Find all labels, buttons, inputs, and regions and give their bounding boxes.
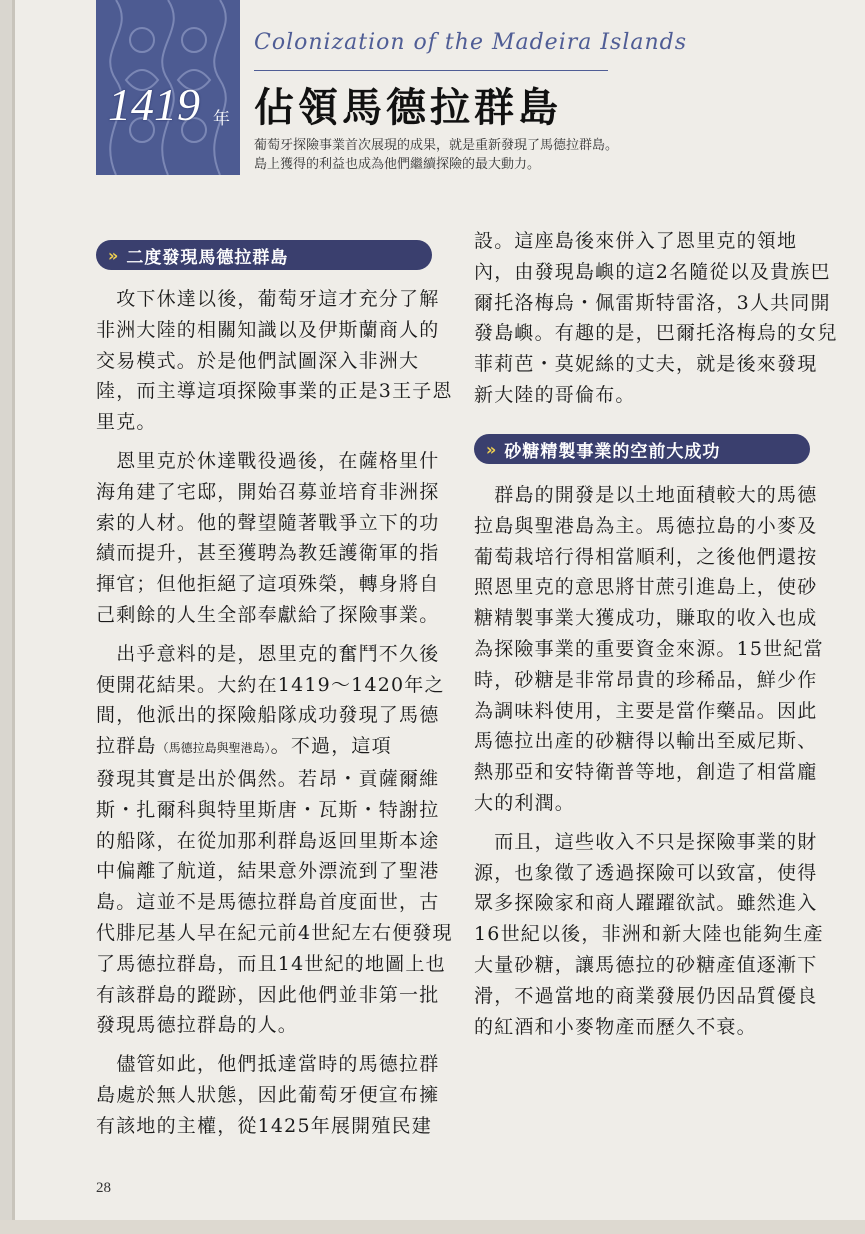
page-bottom-edge — [0, 1220, 865, 1234]
year-suffix: 年 — [213, 109, 230, 129]
text-line: 馬德拉出產的砂糖得以輸出至威尼斯、 — [474, 730, 818, 753]
text-line: 時，砂糖是非常昂貴的珍稀品，鮮少作 — [474, 668, 818, 691]
text-line: 菲莉芭・莫妮絲的丈夫，就是後來發現 — [474, 353, 818, 376]
text-line: 而且，這些收入不只是探險事業的財 — [474, 830, 818, 853]
text-line: 為探險事業的重要資金來源。15世紀當 — [474, 637, 824, 660]
text-line: 滑，不過當地的商業發展仍因品質優良 — [474, 984, 818, 1007]
text-line: 了馬德拉群島，而且14世紀的地圖上也 — [96, 952, 446, 975]
text-line: 16世紀以後，非洲和新大陸也能夠生產 — [474, 923, 824, 946]
text-line: 恩里克於休達戰役過後，在薩格里什 — [96, 449, 440, 472]
text-line: 里克。 — [96, 411, 157, 434]
left-column-text — [96, 284, 453, 1142]
text-line: 績而提升，甚至獲聘為教廷護衛軍的指 — [96, 542, 440, 565]
text-line: 內，由發現島嶼的這2名隨從以及貴族巴 — [474, 260, 831, 283]
text-line: 非洲大陸的相關知識以及伊斯蘭商人的 — [96, 318, 440, 341]
text-fragment: 拉群島 — [96, 735, 157, 758]
right-column-text-top — [474, 226, 838, 411]
section-heading-text: 砂糖精製事業的空前大成功 — [504, 441, 721, 462]
lead-paragraph — [254, 136, 714, 174]
year-label: 1419 — [108, 79, 200, 130]
text-line: 發現馬德拉群島的人。 — [96, 1014, 299, 1037]
page-number: 28 — [96, 1180, 111, 1196]
text-fragment: 。不過，這項 — [270, 735, 392, 758]
page-title: 佔領馬德拉群島 — [254, 84, 562, 131]
text-line: 群島的開發是以土地面積較大的馬德 — [474, 484, 818, 506]
text-line: 新大陸的哥倫布。 — [474, 383, 636, 406]
page-spine-edge — [0, 0, 12, 1234]
title-rule — [254, 70, 608, 71]
text-line: 攻下休達以後，葡萄牙這才充分了解 — [96, 288, 440, 310]
text-line: 海角建了宅邸，開始召募並培育非洲探 — [96, 480, 440, 503]
lead-line: 島上獲得的利益也成為他們繼續探險的最大動力。 — [254, 157, 541, 172]
text-line: 揮官；但他拒絕了這項殊榮，轉身將自 — [96, 573, 440, 596]
text-line: 拉島與聖港島為主。馬德拉島的小麥及 — [474, 514, 818, 537]
text-line: 大量砂糖，讓馬德拉的砂糖產值逐漸下 — [474, 953, 818, 976]
text-line: 糖精製事業大獲成功，賺取的收入也成 — [474, 607, 818, 630]
page-spine-shadow — [12, 0, 15, 1234]
text-line: 照恩里克的意思將甘蔗引進島上，使砂 — [474, 576, 818, 599]
text-line: 葡萄栽培行得相當順利，之後他們還按 — [474, 545, 818, 568]
text-line: 源，也象徵了透過探險可以致富，使得 — [474, 861, 818, 884]
text-line — [96, 731, 446, 764]
text-line: 的紅酒和小麥物產而歷久不衰。 — [474, 1015, 757, 1038]
text-line: 代腓尼基人早在紀元前4世紀左右便發現 — [96, 921, 453, 944]
chevron-icon: » — [486, 439, 497, 459]
text-line: 儘管如此，他們抵達當時的馬德拉群 — [96, 1053, 440, 1076]
text-line: 己剩餘的人生全部奉獻給了探險事業。 — [96, 603, 440, 626]
text-line: 陸，而主導這項探險事業的正是3王子恩 — [96, 380, 453, 403]
text-line: 島。這並不是馬德拉群島首度面世，古 — [96, 891, 440, 914]
text-line: 斯・扎爾科與特里斯唐・瓦斯・特謝拉 — [96, 798, 440, 821]
right-column-text-bottom — [474, 480, 824, 1042]
text-line: 設。這座島後來併入了恩里克的領地 — [474, 230, 798, 252]
text-line: 爾托洛梅烏・佩雷斯特雷洛，3人共同開 — [474, 291, 831, 314]
text-line: 出乎意料的是，恩里克的奮鬥不久後 — [96, 642, 440, 665]
text-line: 便開花結果。大約在1419～1420年之 — [96, 673, 445, 696]
lead-line: 葡萄牙探險事業首次展現的成果，就是重新發現了馬德拉群島。 — [254, 138, 619, 153]
text-line: 發島嶼。有趣的是，巴爾托洛梅烏的女兒 — [474, 322, 838, 345]
text-line: 索的人材。他的聲望隨著戰爭立下的功 — [96, 511, 440, 534]
text-line: 有該群島的蹤跡，因此他們並非第一批 — [96, 983, 440, 1006]
text-line: 熱那亞和安特衛普等地，創造了相當龐 — [474, 761, 818, 784]
text-line: 有該地的主權，從1425年展開殖民建 — [96, 1114, 432, 1137]
chevron-icon: » — [108, 245, 119, 265]
text-line: 交易模式。於是他們試圖深入非洲大 — [96, 349, 420, 372]
text-line: 為調味料使用，主要是當作藥品。因此 — [474, 699, 818, 722]
section-heading-text: 二度發現馬德拉群島 — [126, 247, 289, 268]
text-line: 中偏離了航道，結果意外漂流到了聖港 — [96, 860, 440, 883]
text-line: 大的利潤。 — [474, 791, 576, 814]
section-heading-2 — [474, 434, 810, 464]
text-line: 的船隊，在從加那利群島返回里斯本途 — [96, 829, 440, 852]
text-line: 島處於無人狀態，因此葡萄牙便宣布擁 — [96, 1083, 440, 1106]
inline-note: （馬德拉島與聖港島） — [156, 741, 271, 756]
section-heading-1 — [96, 240, 432, 270]
text-line: 眾多探險家和商人躍躍欲試。雖然進入 — [474, 892, 818, 915]
text-line: 發現其實是出於偶然。若昂・貢薩爾維 — [96, 767, 440, 790]
english-subtitle: Colonization of the Madeira Islands — [254, 30, 688, 55]
text-line: 間，他派出的探險船隊成功發現了馬德 — [96, 704, 440, 727]
